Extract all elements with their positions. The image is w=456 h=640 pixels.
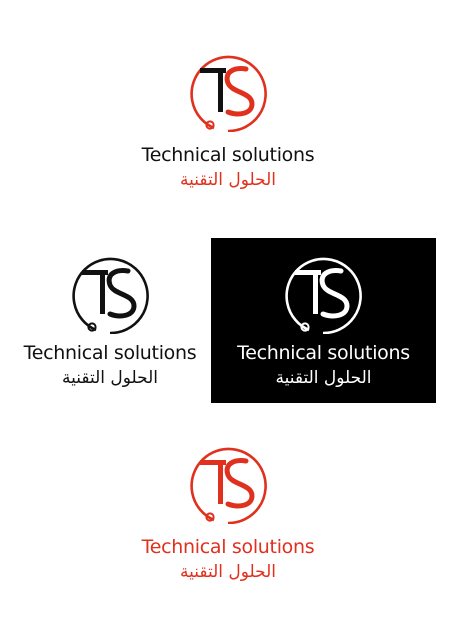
brand-name-en: Technical solutions xyxy=(23,342,197,364)
brand-name-ar: الحلول التقنية xyxy=(179,170,277,190)
logo-variant-black xyxy=(10,248,210,398)
ts-monogram-icon xyxy=(285,250,365,334)
brand-name-ar: الحلول التقنية xyxy=(275,368,372,388)
logo-variant-red-black xyxy=(128,48,328,198)
brand-name-ar: الحلول التقنية xyxy=(179,562,277,582)
brand-name-en: Technical solutions xyxy=(237,342,410,364)
ts-monogram-icon xyxy=(72,250,152,334)
logo-variant-white-on-black xyxy=(211,238,436,403)
brand-name-en: Technical solutions xyxy=(141,536,315,558)
logo-variant-red xyxy=(128,440,328,590)
brand-name-en: Technical solutions xyxy=(141,144,315,166)
ts-monogram-icon xyxy=(190,48,270,132)
brand-name-ar: الحلول التقنية xyxy=(61,368,159,388)
ts-monogram-icon xyxy=(190,440,270,524)
